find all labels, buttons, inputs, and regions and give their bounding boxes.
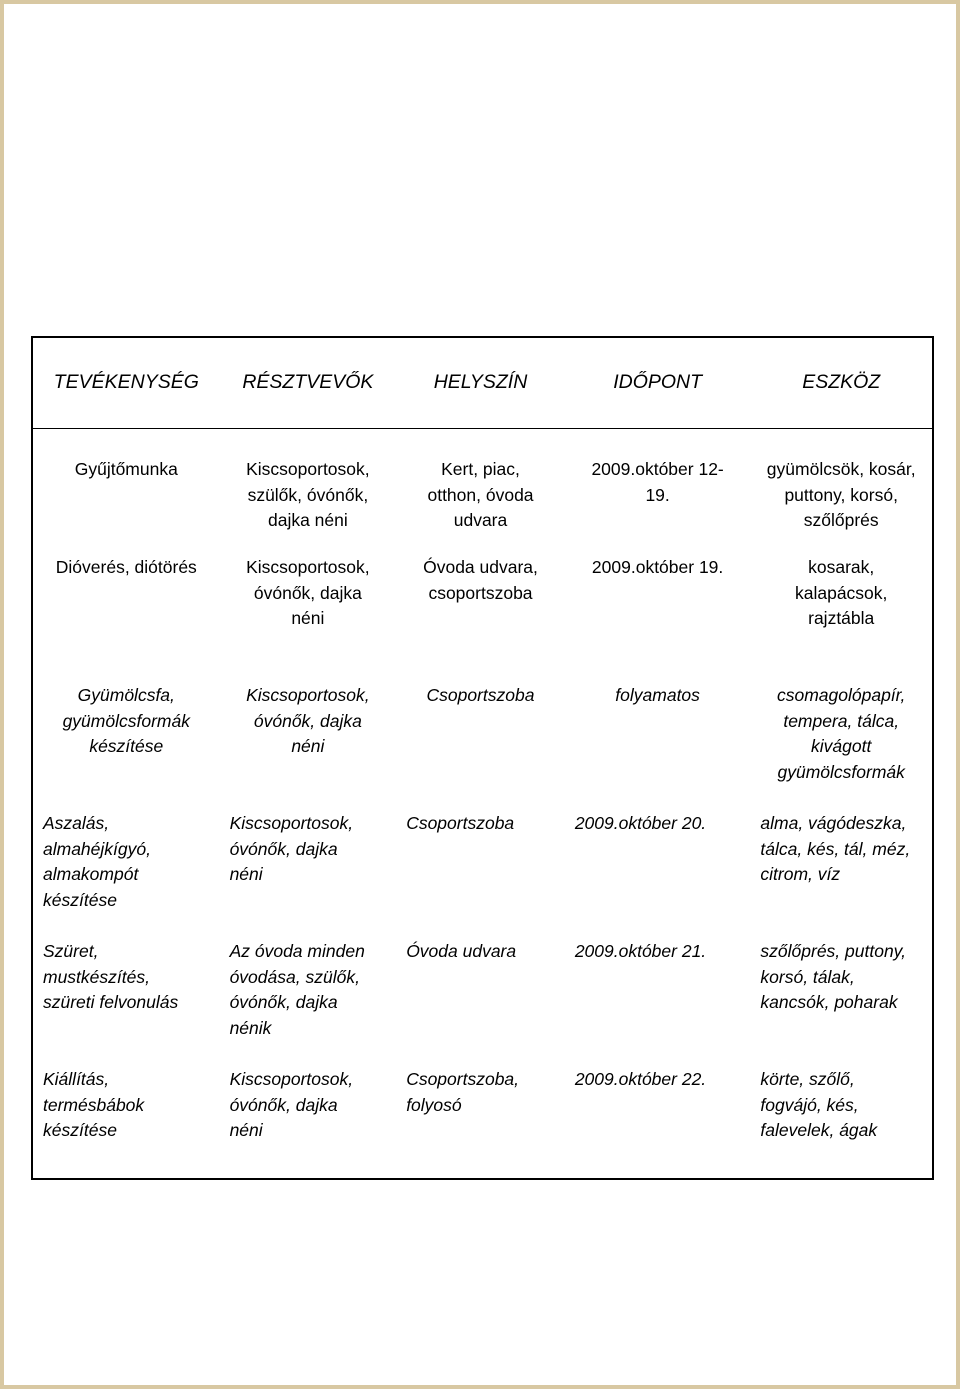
table-row [33,1043,932,1171]
table-cell: Csoportszoba, folyosó [406,1069,520,1115]
table-cell: Dióverés, diótörés [55,557,197,577]
table-cell: csomagolópapír, tempera, tálca, kivágott gyümölcsformák [776,685,906,782]
table-cell: gyümölcsök, kosár, puttony, korsó, szőlőprés [766,459,916,530]
header-cell: RÉSZTVEVŐK [242,371,374,394]
header-cell: ESZKÖZ [802,371,881,394]
table-cell: 2009.október 20. [574,813,707,833]
table-cell: Csoportszoba [406,813,515,833]
header-cell: IDŐPONT [613,371,703,394]
table-cell: Az óvoda minden óvodása, szülők, óvónők, dajka nénik [229,941,365,1038]
table-cell: Óvoda udvara, csoportszoba [423,557,538,603]
table-cell: Kert, piac, otthon, óvoda udvara [427,459,534,530]
table-cell: Óvoda udvara [406,941,517,961]
header-cell: TEVÉKENYSÉG [53,371,199,394]
table-cell: alma, vágódeszka, tálca, kés, tál, méz, citrom, víz [760,813,911,884]
table-cell: Kiscsoportosok, szülők, óvónők, dajka néni [246,459,370,530]
table-cell: körte, szőlő, fogvájó, kés, falevelek, ágak [760,1069,878,1140]
activity-table [31,336,934,1180]
header-cell: HELYSZÍN [433,371,528,394]
table-cell: Gyümölcsfa, gyümölcsformák készítése [62,685,190,756]
table-cell: 2009.október 12- 19. [591,459,724,505]
table-cell: kosarak, kalapácsok, rajztábla [794,557,888,628]
table-row [33,659,932,787]
table-cell: 2009.október 19. [591,557,724,577]
table-cell: Kiscsoportosok, óvónők, dajka néni [229,1069,354,1140]
table-cell: 2009.október 21. [574,941,707,961]
table-cell: 2009.október 22. [574,1069,707,1089]
table-row [33,531,932,659]
table-row [33,915,932,1043]
table-cell: szőlőprés, puttony, korsó, tálak, kancsók, poharak [760,941,906,1012]
table-cell: Kiscsoportosok, óvónők, dajka néni [229,813,354,884]
table-header-row [33,338,932,429]
table-cell: Csoportszoba [426,685,535,705]
table-cell: Gyűjtőmunka [74,459,178,479]
table-cell: Aszalás, almahéjkígyó, almakompót készítése [43,813,151,910]
table-cell: Kiállítás, termésbábok készítése [43,1069,145,1140]
table-row [33,429,932,531]
table-cell: Kiscsoportosok, óvónők, dajka néni [246,685,370,756]
table-cell: folyamatos [615,685,700,705]
table-cell: Szüret, mustkészítés, szüreti felvonulás [43,941,179,1012]
table-row [33,787,932,915]
table-cell: Kiscsoportosok, óvónők, dajka néni [246,557,370,628]
